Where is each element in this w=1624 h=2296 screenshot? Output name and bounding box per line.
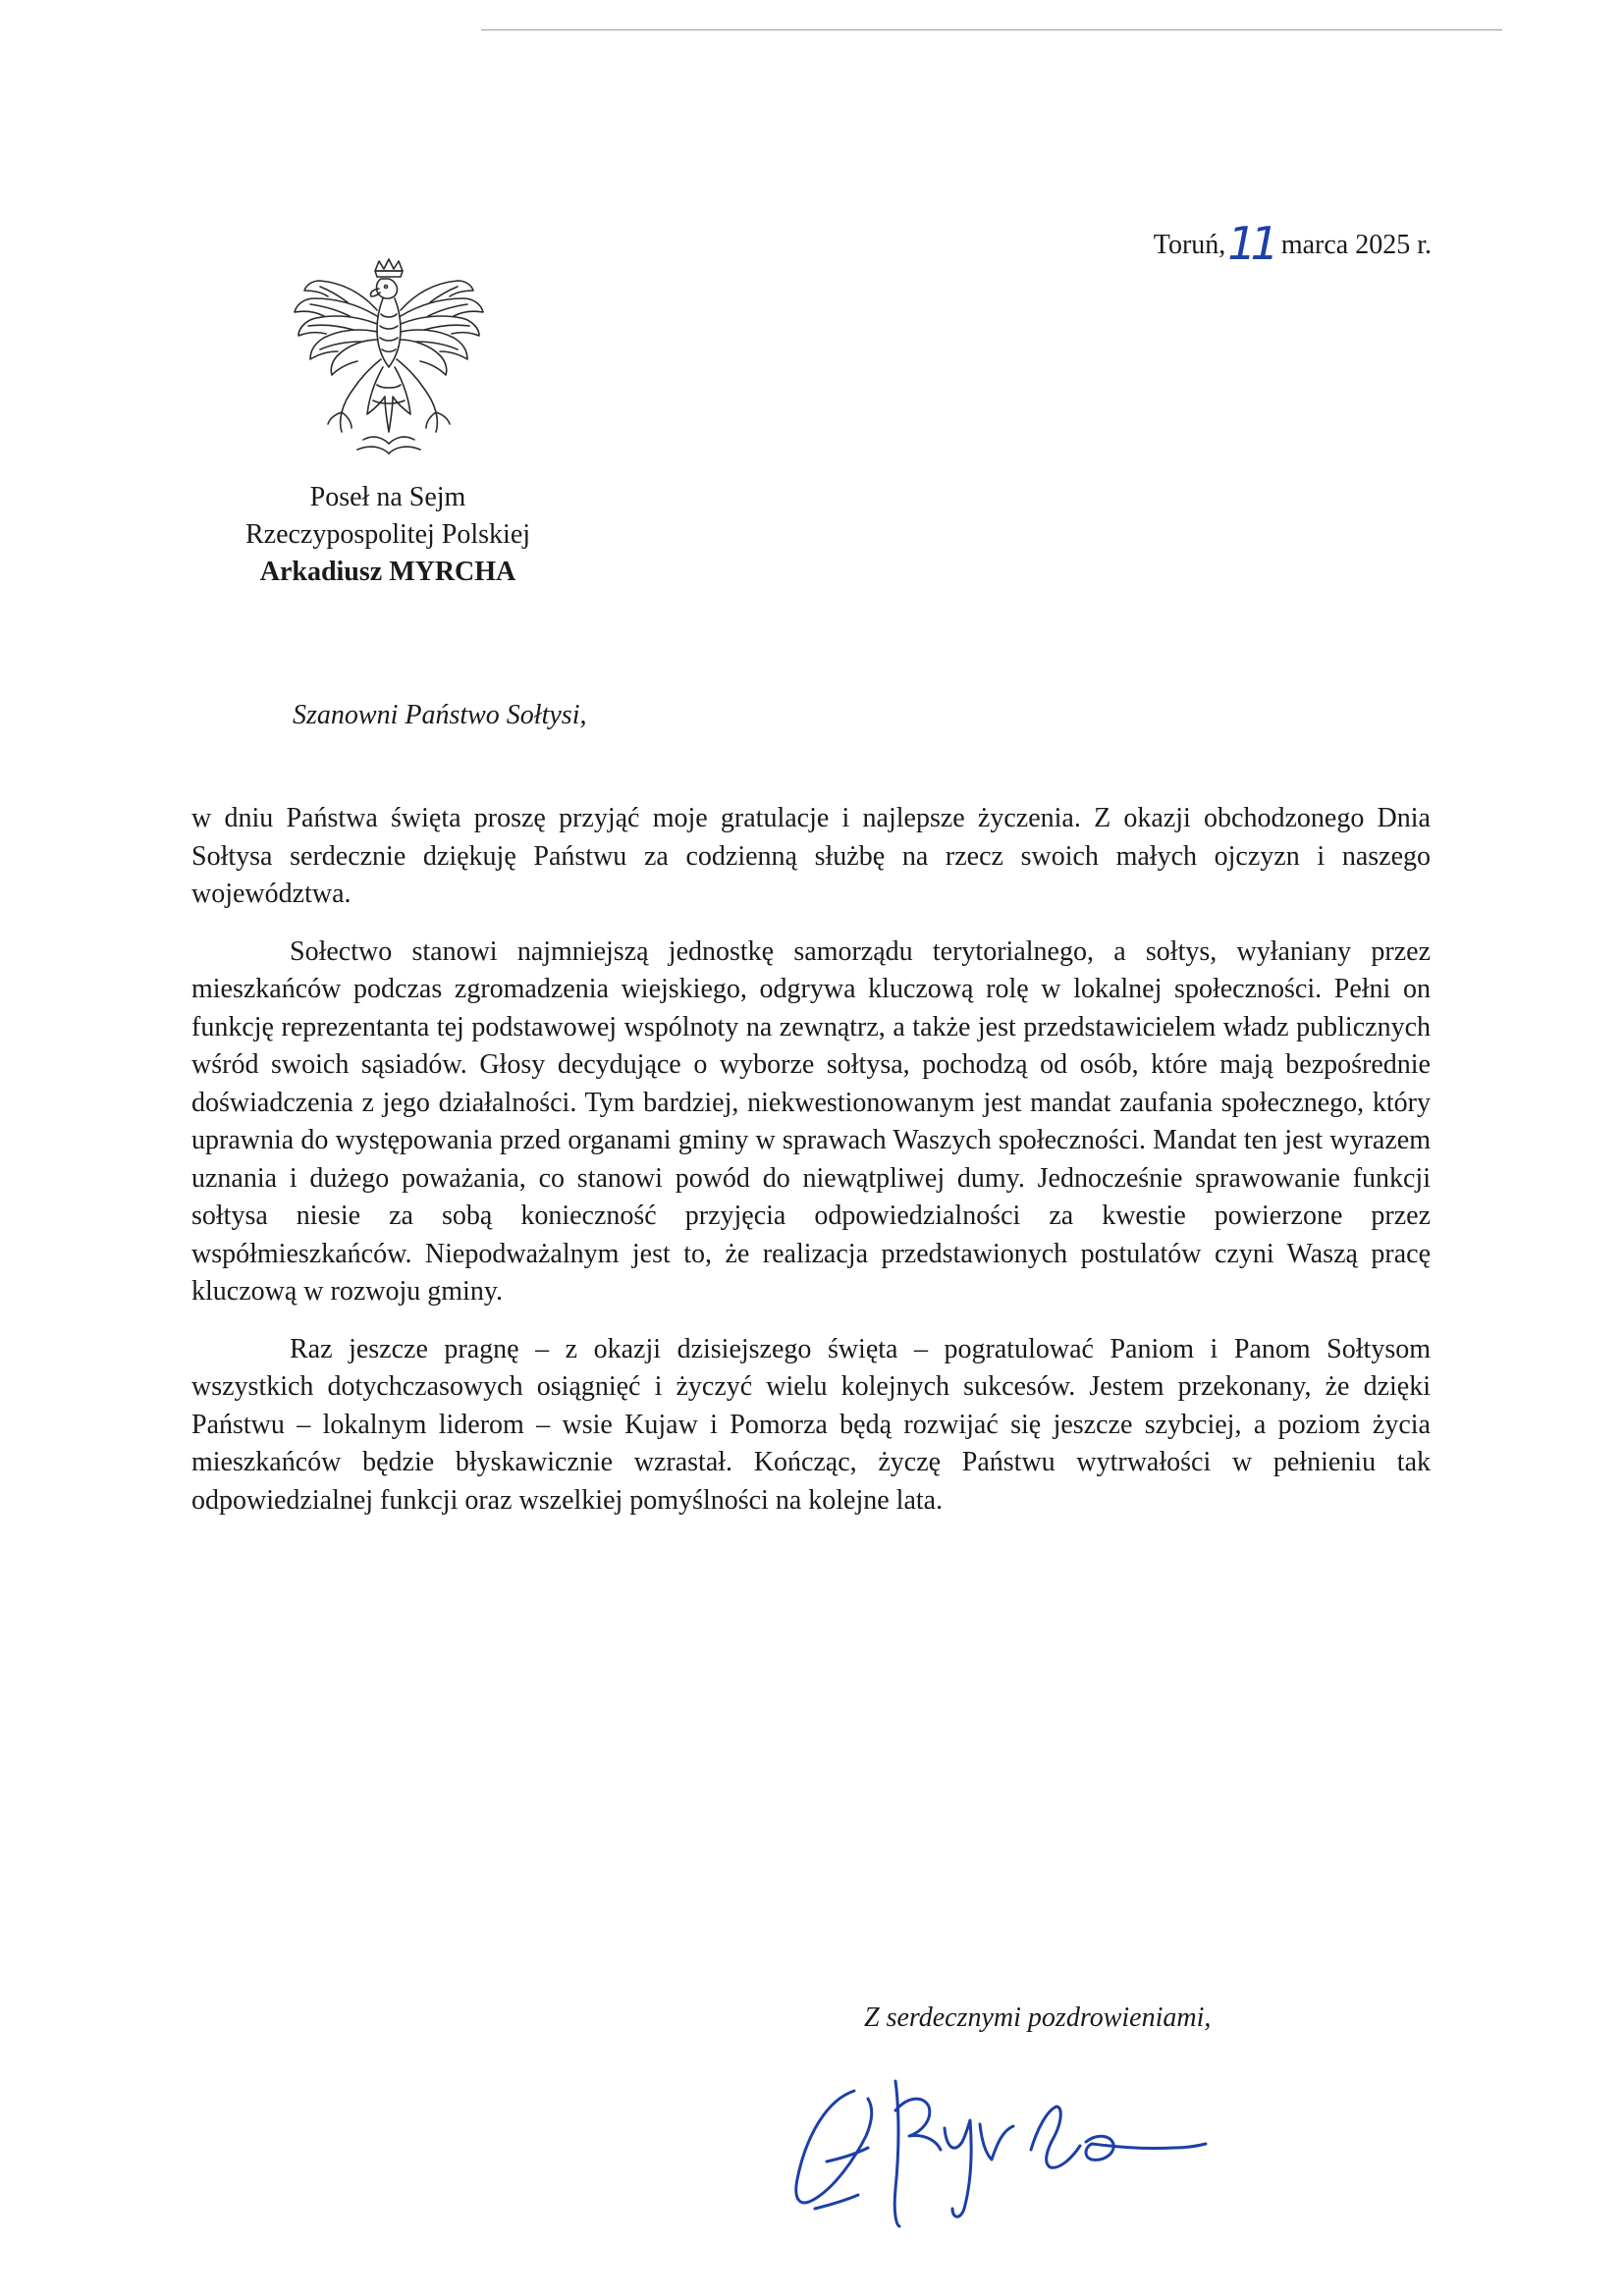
date-place: Toruń, bbox=[1153, 230, 1226, 260]
sender-block bbox=[191, 479, 584, 591]
letter-body bbox=[191, 800, 1431, 1539]
date-month-year: marca 2025 r. bbox=[1280, 230, 1432, 260]
closing-phrase: Z serdecznymi pozdrowieniami, bbox=[864, 2002, 1212, 2033]
polish-eagle-emblem-icon bbox=[285, 257, 493, 458]
body-paragraph-2: Sołectwo stanowi najmniejszą jednostkę samorządu terytorialnego, a sołtys, wyłaniany przez mieszkańców podczas zgromadzenia wiejskiego, odgrywa kluczową rolę w lokalnej społeczności. Pełni on funkcję reprezentanta tej podstawowej wspólnoty na zewnątrz, a także jest przedstawicielem władz publicznych wśród swoich sąsiadów. Głosy decydujące o wyborze sołtysa, pochodzą od osób, które mają bezpośrednie doświadczenia z jego działalności. Tym bardziej, niekwestionowanym jest mandat zaufania społecznego, który uprawnia do występowania przed organami gminy w sprawach Waszych społeczności. Mandat ten jest wyrazem uznania i dużego poważania, co stanowi powód do niewątpliwej dumy. Jednocześnie sprawowanie funkcji sołtysa niesie za sobą konieczność przyjęcia odpowiedzialności za kwestie powierzone przez współmieszkańców. Niepodważalnym jest to, że realizacja przedstawionych postulatów czyni Waszą pracę kluczową w rozwoju gminy. bbox=[191, 935, 1431, 1307]
sender-name: Arkadiusz MYRCHA bbox=[259, 557, 516, 587]
header-rule bbox=[481, 29, 1502, 30]
sender-country: Rzeczypospolitej Polskiej bbox=[244, 519, 531, 550]
body-paragraph-3: Raz jeszcze pragnę – z okazji dzisiejszego święta – pogratulować Paniom i Panom Sołtysom wszystkich dotychczasowych osiągnięć i życzyć wielu kolejnych sukcesów. Jestem przekonany, że dzięki Państwu – lokalnym liderom – wsie Kujaw i Pomorza będą rozwijać się jeszcze szybciej, a poziom życia mieszkańców będzie błyskawicznie wzrastał. Kończąc, życzę Państwu wytrwałości w pełnieniu tak odpowiedzialnej funkcji oraz wszelkiej pomyślności na kolejne lata. bbox=[191, 1333, 1431, 1516]
salutation: Szanowni Państwo Sołtysi, bbox=[293, 700, 587, 730]
date-line bbox=[1153, 211, 1432, 270]
sender-title: Poseł na Sejm bbox=[309, 482, 466, 512]
handwritten-signature bbox=[785, 2052, 1218, 2228]
date-day-handwritten: 11 bbox=[1227, 217, 1273, 270]
body-paragraph-1: w dniu Państwa święta proszę przyjąć moje gratulacje i najlepsze życzenia. Z okazji obchodzonego Dnia Sołtysa serdecznie dziękuję Państwu za codzienną służbę na rzecz swoich małych ojczyzn i naszego województwa. bbox=[191, 803, 1431, 909]
